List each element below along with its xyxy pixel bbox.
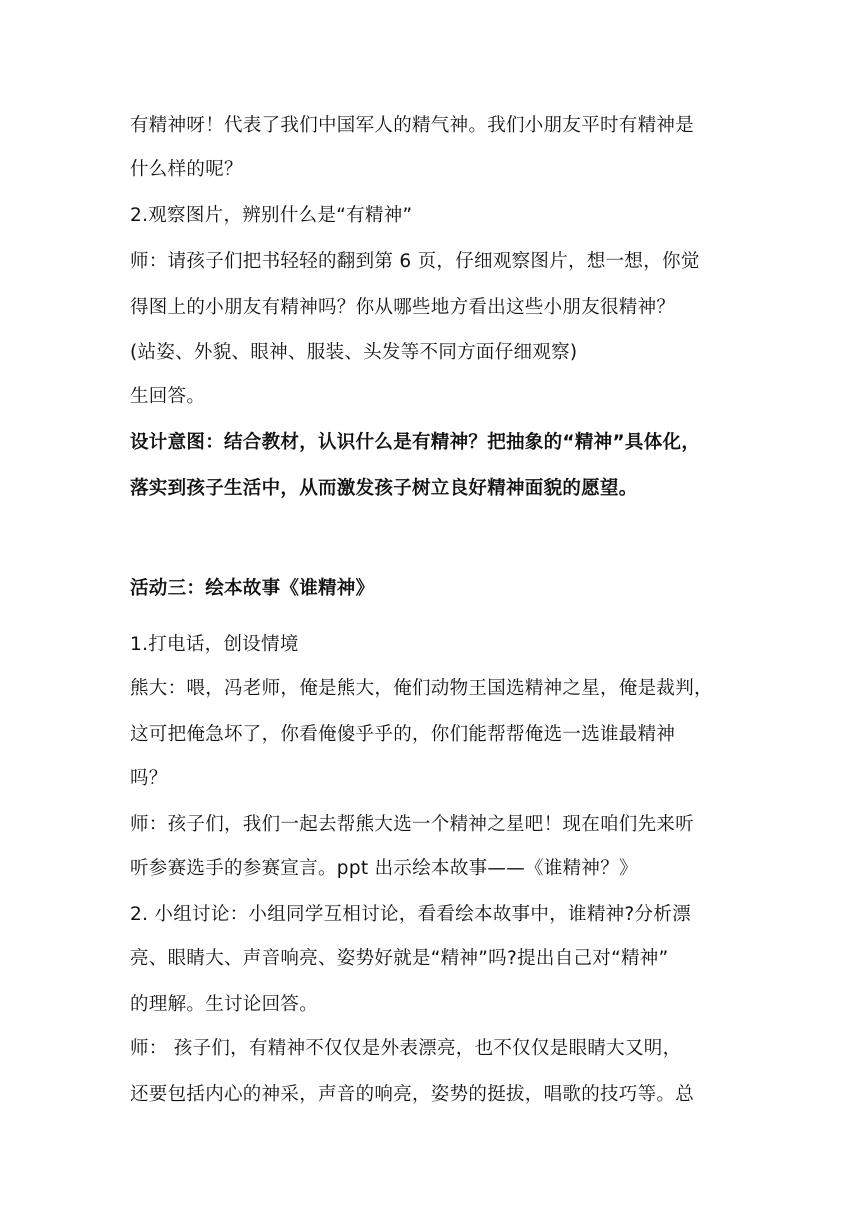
paragraph-line: 熊大：喂，冯老师，俺是熊大，俺们动物王国选精神之星，俺是裁判， [130, 678, 713, 699]
paragraph-line: 师：孩子们，我们一起去帮熊大选一个精神之星吧！现在咱们先来听 [130, 814, 695, 835]
paragraph-line: 还要包括内心的神采，声音的响亮，姿势的挺拔，唱歌的技巧等。总 [130, 1084, 695, 1105]
paragraph-line: 听参赛选手的参赛宣言。ppt 出示绘本故事——《谁精神？》 [130, 858, 638, 879]
paragraph-line: 生回答。 [130, 386, 206, 407]
section-heading: 活动三：绘本故事《谁精神》 [130, 578, 375, 599]
paragraph-line: 得图上的小朋友有精神吗？你从哪些地方看出这些小朋友很精神？ [130, 297, 676, 318]
design-intent-line: 落实到孩子生活中，从而激发孩子树立良好精神面貌的愿望。 [130, 478, 638, 499]
paragraph-line: 1.打电话，创设情境 [130, 634, 299, 655]
paragraph-line: 2.观察图片，辨别什么是“有精神” [130, 205, 413, 226]
paragraph-line: 师：请孩子们把书轻轻的翻到第 6 页，仔细观察图片，想一想，你觉 [130, 251, 700, 272]
paragraph-line: 亮、眼睛大、声音响亮、姿势好就是“精神”吗?提出自己对“精神” [130, 948, 669, 969]
paragraph-line: 什么样的呢？ [130, 159, 243, 180]
design-intent-line: 设计意图：结合教材，认识什么是有精神？把抽象的“精神”具体化， [130, 432, 701, 453]
paragraph-line: 吗？ [130, 768, 168, 789]
paragraph-line: 师： 孩子们，有精神不仅仅是外表漂亮，也不仅仅是眼睛大又明， [130, 1038, 682, 1059]
paragraph-line: 这可把俺急坏了，你看俺傻乎乎的，你们能帮帮俺选一选谁最精神 [130, 724, 676, 745]
paragraph-line: 2. 小组讨论：小组同学互相讨论，看看绘本故事中，谁精神?分析漂 [130, 904, 691, 925]
paragraph-line: 有精神呀！代表了我们中国军人的精气神。我们小朋友平时有精神是 [130, 115, 695, 136]
paragraph-line: 的理解。生讨论回答。 [130, 994, 319, 1015]
paragraph-line: (站姿、外貌、眼神、服装、头发等不同方面仔细观察) [130, 342, 578, 363]
